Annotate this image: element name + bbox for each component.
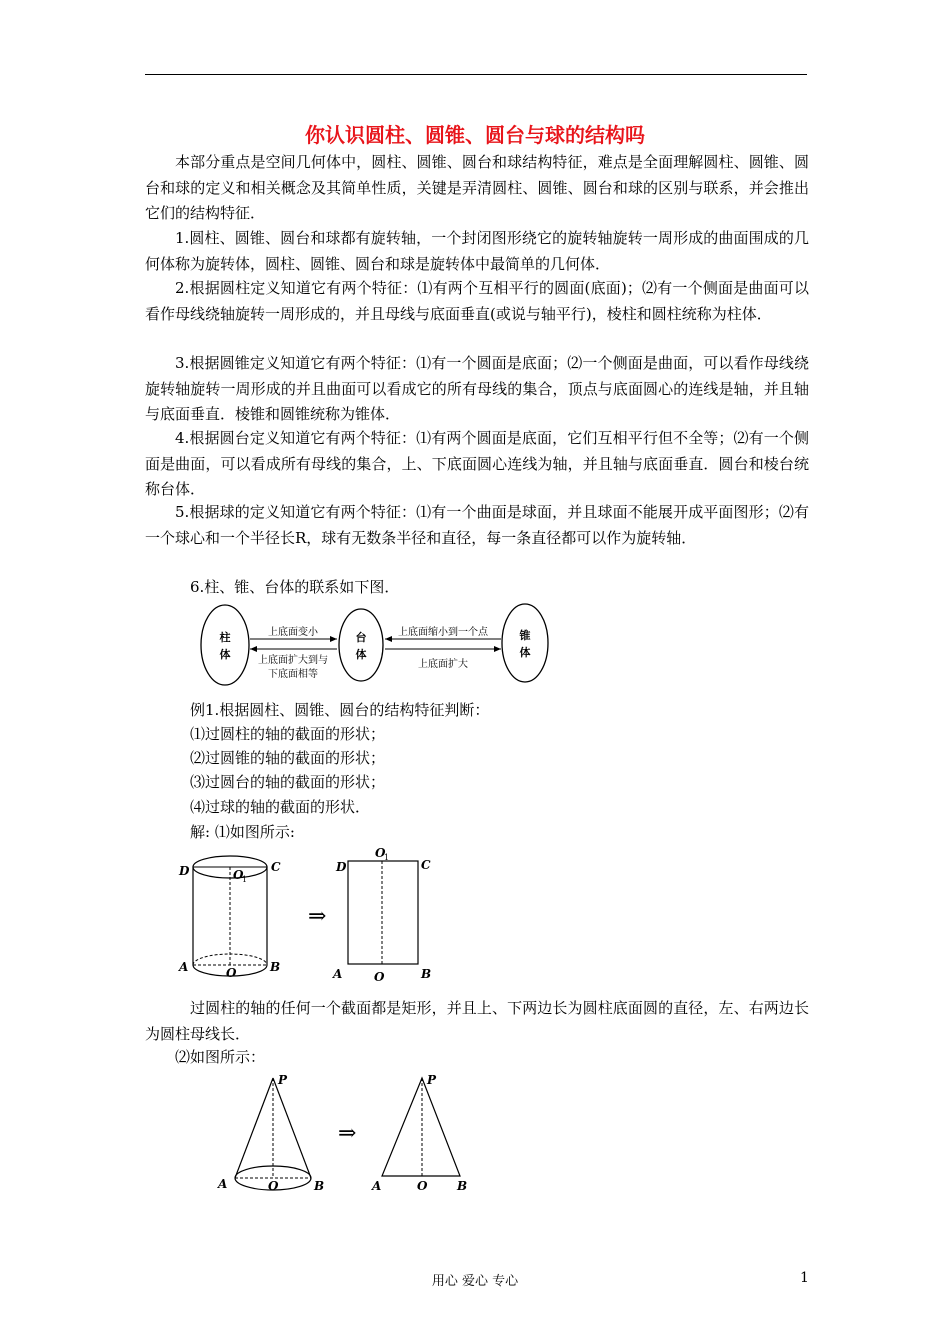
- arrowhead-frustum-to-prism: [250, 646, 257, 652]
- example-item-1: ⑴过圆柱的轴的截面的形状；: [190, 725, 386, 743]
- label-O: O: [226, 966, 237, 980]
- section-label-D: D: [336, 860, 347, 874]
- cone-ellipse: [502, 604, 548, 682]
- arrow-label-bottom-right: 上底面扩大: [418, 659, 468, 670]
- cone-figure: [210, 1070, 480, 1200]
- document-title: 你认识圆柱、圆锥、圆台与球的结构吗: [305, 123, 645, 147]
- cone-implies-arrow: ⇒: [338, 1121, 357, 1146]
- point-2: 2.根据圆柱定义知道它有两个特征：⑴有两个互相平行的圆面(底面)；⑵有一个侧面是曲面可以看作母线绕轴旋转一周形成的，并且母线与底面垂直(或说与轴平行)，棱柱和圆柱统称为柱体．: [145, 279, 809, 323]
- arrow-label-top-right: 上底面缩小到一个点: [398, 627, 488, 638]
- cone-node-label-2: 体: [519, 646, 531, 659]
- section-cone-label-A: A: [372, 1179, 382, 1193]
- example-item-3: ⑶过圆台的轴的截面的形状；: [190, 773, 386, 791]
- cone-base-back-arc: [235, 1166, 311, 1178]
- relation-diagram: [195, 600, 555, 690]
- cone-label-P: P: [278, 1073, 288, 1087]
- cone-label-A: A: [218, 1177, 228, 1191]
- frustum-ellipse: [339, 609, 383, 681]
- page-footer: 用心 爱心 专心: [431, 1274, 519, 1289]
- label-B: B: [270, 960, 281, 974]
- cone-node-label-1: 锥: [519, 629, 531, 642]
- part-2-heading: ⑵如图所示：: [175, 1048, 266, 1066]
- section-label-O1: O: [375, 846, 386, 860]
- prism-ellipse: [201, 605, 249, 685]
- cone-section-triangle: [382, 1078, 460, 1176]
- section-label-A: A: [333, 967, 343, 981]
- arrowhead-prism-to-frustum: [330, 636, 337, 642]
- section-cone-label-P: P: [427, 1073, 437, 1087]
- cone-label-B: B: [314, 1179, 325, 1193]
- point-5: 5.根据球的定义知道它有两个特征：⑴有一个曲面是球面，并且球面不能展开成平面图形；⑵有一个球心和一个半径长R，球有无数条半径和直径，每一条直径都可以作为旋转轴．: [145, 503, 809, 547]
- label-D: D: [179, 864, 190, 878]
- frustum-node-label-1: 台: [355, 631, 367, 644]
- section-cone-label-O: O: [417, 1179, 428, 1193]
- arrowhead-cone-to-frustum: [385, 636, 392, 642]
- implies-arrow: ⇒: [308, 904, 327, 929]
- point-4: 4.根据圆台定义知道它有两个特征：⑴有两个圆面是底面，它们互相平行但不全等；⑵有一个侧面是曲面，可以看成所有母线的集合，上、下底面圆心连线为轴，并且轴与底面垂直．圆台和棱台统称台体．: [145, 429, 809, 498]
- example-heading: 例1.根据圆柱、圆锥、圆台的结构特征判断：: [190, 701, 490, 719]
- label-C: C: [271, 860, 281, 874]
- section-label-O1-subscript: 1: [384, 853, 390, 862]
- prism-node-label-2: 体: [219, 648, 231, 661]
- arrow-label-top-left: 上底面变小: [268, 627, 318, 638]
- cylinder-figure: [170, 845, 460, 985]
- point-6: 6.柱、锥、台体的联系如下图．: [190, 578, 400, 596]
- page-number: 1: [800, 1270, 809, 1286]
- cylinder-conclusion: 过圆柱的轴的任何一个截面都是矩形，并且上、下两边长为圆柱底面圆的直径，左、右两边长为圆柱母线长．: [145, 999, 809, 1043]
- arrow-label-bottom-left-2: 下底面相等: [268, 669, 318, 680]
- section-label-C: C: [421, 858, 431, 872]
- section-label-O: O: [374, 970, 385, 984]
- label-A: A: [179, 960, 189, 974]
- point-1: 1.圆柱、圆锥、圆台和球都有旋转轴，一个封闭图形绕它的旋转轴旋转一周形成的曲面围成的几何体称为旋转体，圆柱、圆锥、圆台和球是旋转体中最简单的几何体．: [145, 229, 809, 273]
- example-item-4: ⑷过球的轴的截面的形状．: [190, 798, 371, 816]
- label-O1: O: [233, 868, 244, 882]
- arrow-label-bottom-left-1: 上底面扩大到与: [258, 655, 328, 666]
- prism-node-label-1: 柱: [219, 631, 231, 644]
- cone-label-O: O: [268, 1179, 279, 1193]
- section-label-B: B: [421, 967, 432, 981]
- cone-left-generatrix: [235, 1078, 273, 1178]
- arrowhead-frustum-to-cone: [494, 646, 501, 652]
- cylinder-section-rect: [348, 861, 418, 964]
- solution-line: 解: ⑴如图所示:: [190, 823, 295, 841]
- cone-right-generatrix: [273, 1078, 311, 1178]
- frustum-node-label-2: 体: [355, 648, 367, 661]
- point-3: 3.根据圆锥定义知道它有两个特征：⑴有一个圆面是底面；⑵一个侧面是曲面，可以看作母线绕旋转轴旋转一周形成的并且曲面可以看成它的所有母线的集合，顶点与底面圆心的连线是轴，并且轴与底面垂直．棱锥和圆锥统称为锥体．: [145, 354, 809, 423]
- section-cone-label-B: B: [457, 1179, 468, 1193]
- label-O1-subscript: 1: [242, 875, 248, 884]
- example-item-2: ⑵过圆锥的轴的截面的形状；: [190, 749, 386, 767]
- intro-paragraph: 本部分重点是空间几何体中，圆柱、圆锥、圆台和球结构特征，难点是全面理解圆柱、圆锥、圆台和球的定义和相关概念及其简单性质，关键是弄清圆柱、圆锥、圆台和球的区别与联系，并会推出它们的结构特征．: [145, 153, 809, 222]
- header-rule: [145, 74, 807, 75]
